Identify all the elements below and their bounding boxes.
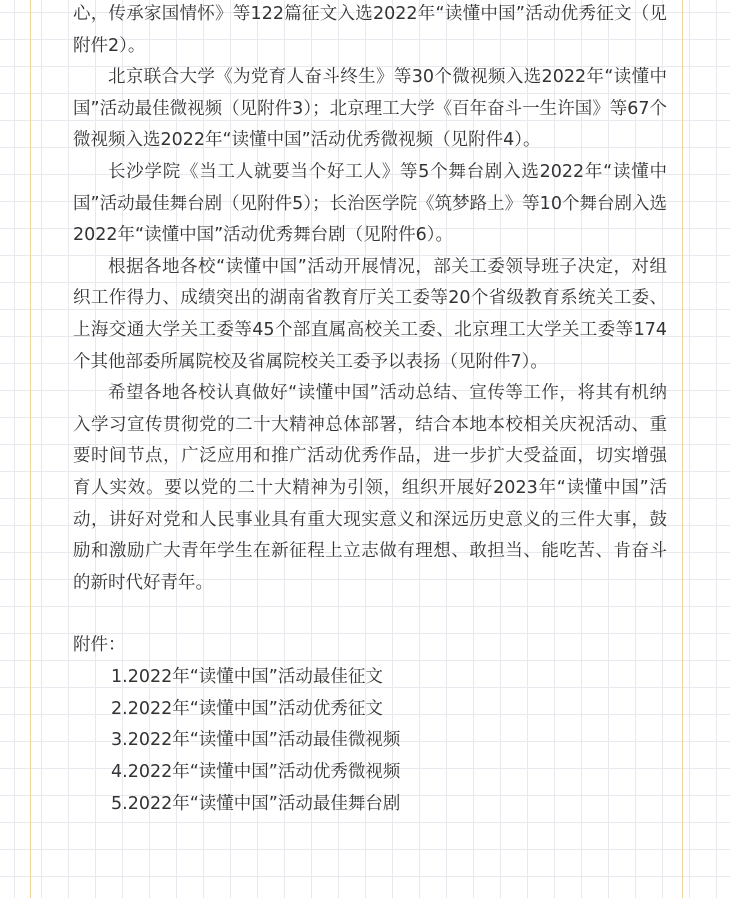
paragraph-5: 希望各地各校认真做好“读懂中国”活动总结、宣传等工作，将其有机纳入学习宣传贯彻党的二十大精神总体部署，结合本地本校相关庆祝活动、重要时间节点，广泛应用和推广活动优秀作品，进一步扩大受益面，切实增强育人实效。要以党的二十大精神为引领，组织开展好2023年“读懂中国”活动，讲好对党和人民事业具有重大现实意义和深远历史意义的三件大事，鼓励和激励广大青年学生在新征程上立志做有理想、敢担当、能吃苦、肯奋斗的新时代好青年。 <box>73 383 667 593</box>
attachment-item: 3.2022年“读懂中国”活动最佳微视频 <box>111 730 401 751</box>
attachments-title: 附件： <box>73 635 126 656</box>
paragraph-2: 北京联合大学《为党育人奋斗终生》等30个微视频入选2022年“读懂中国”活动最佳微视频（见附件3）；北京理工大学《百年奋斗一生许国》等67个微视频入选2022年“读懂中国”活动优秀微视频（见附件4）。 <box>73 67 667 151</box>
right-margin-line <box>682 0 683 898</box>
paragraph-1: 心，传承家国情怀》等122篇征文入选2022年“读懂中国”活动优秀征文（见附件2）。 <box>73 4 667 56</box>
attachment-item: 5.2022年“读懂中国”活动最佳舞台剧 <box>111 794 401 815</box>
document-body <box>73 0 667 821</box>
paragraph-4: 根据各地各校“读懂中国”活动开展情况，部关工委领导班子决定，对组织工作得力、成绩突出的湖南省教育厅关工委等20个省级教育系统关工委、上海交通大学关工委等45个部直属高校关工委、北京理工大学关工委等174个其他部委所属院校及省属院校关工委予以表扬（见附件7）。 <box>73 256 667 372</box>
attachment-item: 2.2022年“读懂中国”活动优秀征文 <box>111 698 383 719</box>
attachment-item: 1.2022年“读懂中国”活动最佳征文 <box>111 666 383 687</box>
attachments-list <box>73 662 667 821</box>
left-margin-line <box>30 0 31 898</box>
attachment-item: 4.2022年“读懂中国”活动优秀微视频 <box>111 762 401 783</box>
paragraph-3: 长沙学院《当工人就要当个好工人》等5个舞台剧入选2022年“读懂中国”活动最佳舞台剧（见附件5）；长治医学院《筑梦路上》等10个舞台剧入选2022年“读懂中国”活动优秀舞台剧（见附件6）。 <box>73 161 667 246</box>
